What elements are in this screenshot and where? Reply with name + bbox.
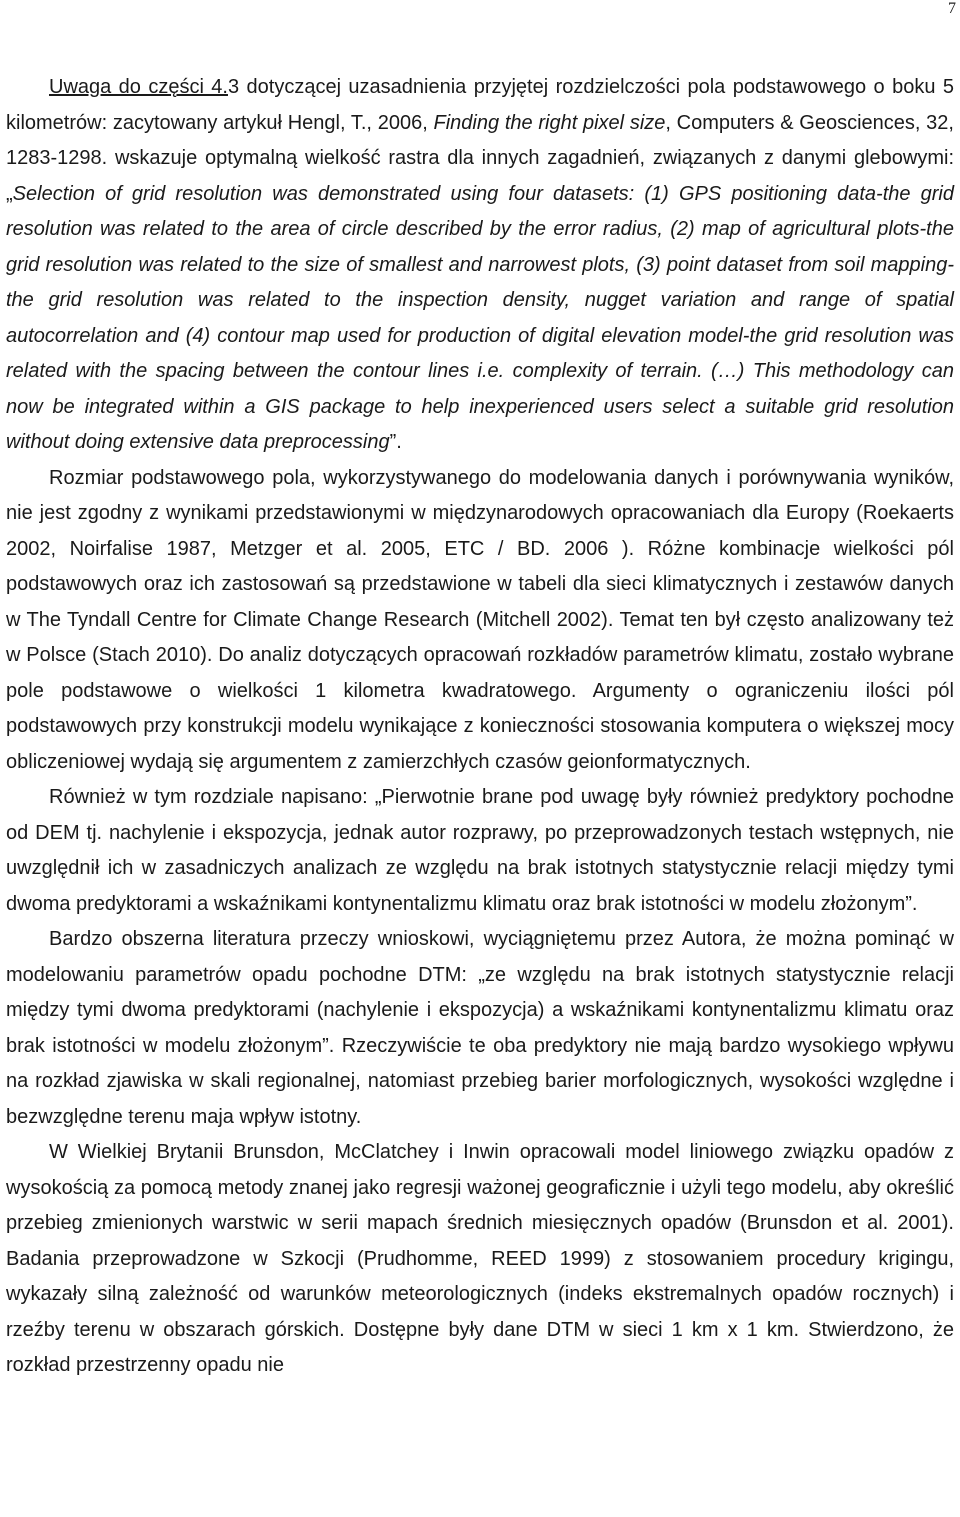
page-number: 7 xyxy=(948,0,956,17)
paragraph-2: Rozmiar podstawowego pola, wykorzystywanego do modelowania danych i porównywania wyników, nie jest zgodny z wynikami przedstawionymi w międzynarodowych opracowaniach dla Europy (Roekaerts 2002, Noirfalise 1987, Metzger et al. 2005, ETC / BD. 2006 ). Różne kombinacje wielkości pól podstawowych oraz ich zastosowań są przedstawione w tabeli dla sieci klimatycznych i zestawów danych w The Tyndall Centre for Climate Change Research (Mitchell 2002). Temat ten był często analizowany też w Polsce (Stach 2010). Do analiz dotyczących opracowań rozkładów parametrów klimatu, zostało wybrane pole podstawowe o wielkości 1 kilometra kwadratowego. Argumenty o ograniczeniu ilości pól podstawowych przy konstrukcji modelu wynikające z konieczności stosowania komputera o większej mocy obliczeniowej wydają się argumentem z zamierzchłych czasów geionformatycznych. xyxy=(6,466,954,773)
section-reference-link[interactable]: Uwaga do części 4. xyxy=(49,76,228,98)
body-text xyxy=(6,70,954,1384)
paragraph-3: Również w tym rozdziale napisano: „Pierwotnie brane pod uwagę były również predyktory pochodne od DEM tj. nachylenie i ekspozycja, jednak autor rozprawy, po przeprowadzonych testach wstępnych, nie uwzględnił ich w zasadniczych analizach ze względu na brak istotnych statystycznie relacji między tymi dwoma predyktorami a wskaźnikami kontynentalizmu klimatu oraz brak istotności w modelu złożonym”. xyxy=(6,786,954,915)
paragraph-1-end: ”. xyxy=(389,431,402,453)
paragraph-4: Bardzo obszerna literatura przeczy wnioskowi, wyciągniętemu przez Autora, że można pominąć w modelowaniu parametrów opadu pochodne DTM: „ze względu na brak istotnych statystycznie relacji między tymi dwoma predyktorami (nachylenie i ekspozycja) a wskaźnikami kontynentalizmu klimatu oraz brak istotności w modelu złożonym”. Rzeczywiście te oba predyktory nie mają bardzo wysokiego wpływu na rozkład zjawiska w skali regionalnej, natomiast przebieg barier morfologicznych, wysokości względne i bezwzględne terenu maja wpływ istotny. xyxy=(6,928,954,1128)
paragraph-5: W Wielkiej Brytanii Brunsdon, McClatchey i Inwin opracowali model liniowego związku opadów z wysokością za pomocą metody znanej jako regresji ważonej geograficznie i użyli tego modelu, aby określić przebieg zmienionych warstwic w serii mapach średnich miesięcznych opadów (Brunsdon et al. 2001). Badania przeprowadzone w Szkocji (Prudhomme, REED 1999) z stosowaniem procedury krigingu, wykazały silną zależność od warunków meteorologicznych (indeks ekstremalnych opadów rocznych) i rzeźby terenu w obszarach górskich. Dostępne były dane DTM w sieci 1 km x 1 km. Stwierdzono, że rozkład przestrzenny opadu nie xyxy=(6,1141,954,1376)
paragraph-1-text-2: , Computers & Geosciences, 32, 1283-1298. wskazuje optymalną wielkość rastra dla innych zagadnień, związanych z danymi glebowymi: „ xyxy=(6,111,954,205)
english-quotation: Selection of grid resolution was demonstrated using four datasets: (1) GPS positioning data-the grid resolution was related to the area of circle described by the error radius, (2) map of agricultural plots-the grid resolution was related to the size of smallest and narrowest plots, (3) point dataset from soil mapping-the grid resolution was related to the inspection density, nugget variation and range of spatial autocorrelation and (4) contour map used for production of digital elevation model-the grid resolution was related with the spacing between the contour lines i.e. complexity of terrain. (…) This methodology can now be integrated within a GIS package to help inexperienced users select a suitable grid resolution without doing extensive data preprocessing xyxy=(6,182,954,453)
cited-article-title: Finding the right pixel size xyxy=(433,111,666,134)
paragraph-1-text: 3 dotyczącej uzasadnienia przyjętej rozdzielczości pola podstawowego o boku 5 kilometrów: zacytowany artykuł Hengl, T., 2006, xyxy=(6,76,954,134)
paragraph-1 xyxy=(6,70,954,461)
